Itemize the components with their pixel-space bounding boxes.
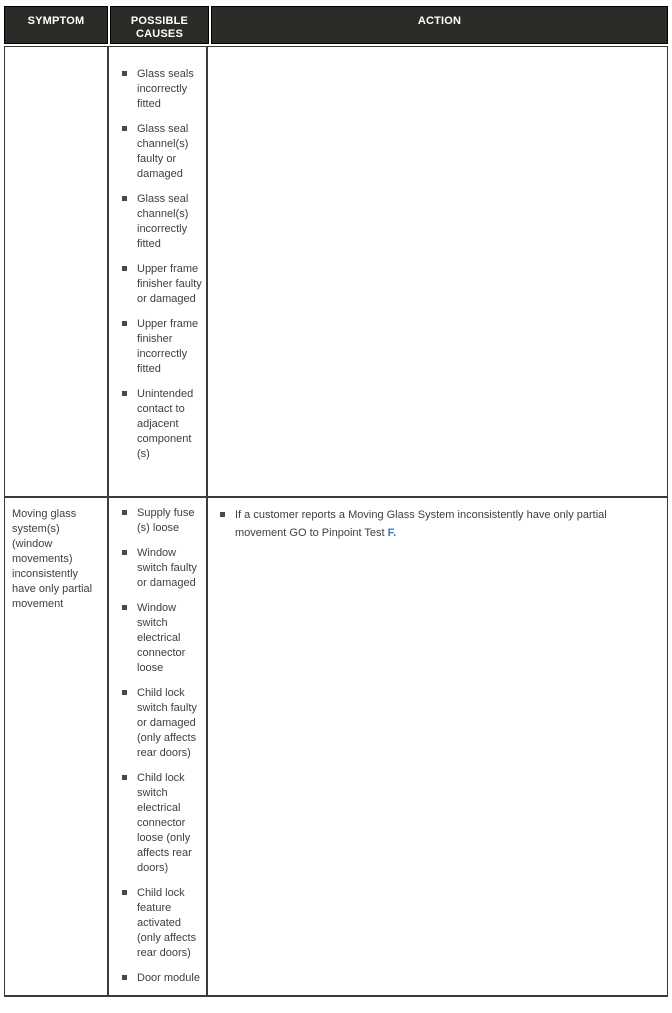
causes-cell — [109, 47, 208, 496]
action-item — [220, 506, 661, 542]
bullet-square-icon — [122, 196, 127, 201]
symptom-cell — [5, 47, 109, 496]
bullet-square-icon — [122, 550, 127, 555]
bullet-square-icon — [122, 690, 127, 695]
cause-text: Window switch electrical connector loose — [137, 602, 186, 674]
bullet-square-icon — [122, 975, 127, 980]
action-cell — [208, 498, 667, 995]
pinpoint-test-link[interactable]: F. — [387, 527, 397, 539]
cause-item — [122, 262, 202, 307]
bullet-square-icon — [122, 126, 127, 131]
table-header-row — [4, 6, 668, 44]
cause-item — [122, 771, 202, 876]
cause-text: Upper frame finisher incorrectly fitted — [137, 318, 199, 375]
cause-item — [122, 317, 202, 377]
cause-item — [122, 686, 202, 761]
causes-cell — [109, 498, 208, 995]
bullet-square-icon — [122, 605, 127, 610]
cause-item — [122, 506, 202, 536]
cause-item — [122, 122, 202, 182]
action-cell — [208, 47, 667, 496]
cause-text: Glass seal channel(s) incorrectly fitted — [137, 193, 189, 250]
cause-text: Glass seal channel(s) faulty or damaged — [137, 123, 189, 180]
bullet-square-icon — [220, 512, 225, 517]
bullet-square-icon — [122, 775, 127, 780]
bullet-square-icon — [122, 321, 127, 326]
table-row — [4, 498, 668, 997]
cause-text: Child lock switch electrical connector loose (only affects rear doors) — [137, 772, 192, 874]
cause-text: Door module — [137, 972, 200, 984]
diagnostic-table — [4, 6, 668, 997]
table-body — [4, 46, 668, 997]
bullet-square-icon — [122, 510, 127, 515]
cause-item — [122, 601, 202, 676]
cause-item — [122, 67, 202, 112]
header-possible-causes: POSSIBLE CAUSES — [110, 6, 209, 44]
cause-item — [122, 546, 202, 591]
cause-item — [122, 886, 202, 961]
cause-text: Child lock feature activated (only affects rear doors) — [137, 887, 197, 959]
table-row — [4, 46, 668, 498]
action-list — [208, 498, 667, 550]
cause-item — [122, 387, 202, 462]
cause-text: Unintended contact to adjacent component (s) — [137, 388, 194, 460]
cause-item — [122, 971, 202, 986]
bullet-square-icon — [122, 266, 127, 271]
symptom-text: Moving glass system(s) (window movements) inconsistently have only partial movement — [12, 508, 93, 610]
cause-text: Glass seals incorrectly fitted — [137, 68, 194, 110]
cause-list — [109, 498, 206, 994]
header-action: ACTION — [211, 6, 668, 44]
bullet-square-icon — [122, 71, 127, 76]
cause-text: Child lock switch faulty or damaged (only affects rear doors) — [137, 687, 197, 759]
cause-list — [109, 47, 206, 470]
cause-text: Supply fuse (s) loose — [137, 507, 195, 534]
bullet-square-icon — [122, 391, 127, 396]
action-text: If a customer reports a Moving Glass System inconsistently have only partial movement GO to Pinpoint Test F. — [235, 509, 607, 539]
cause-text: Upper frame finisher faulty or damaged — [137, 263, 202, 305]
header-symptom: SYMPTOM — [4, 6, 108, 44]
cause-text: Window switch faulty or damaged — [137, 547, 197, 589]
action-list — [208, 47, 667, 63]
symptom-cell — [5, 498, 109, 995]
cause-item — [122, 192, 202, 252]
bullet-square-icon — [122, 890, 127, 895]
